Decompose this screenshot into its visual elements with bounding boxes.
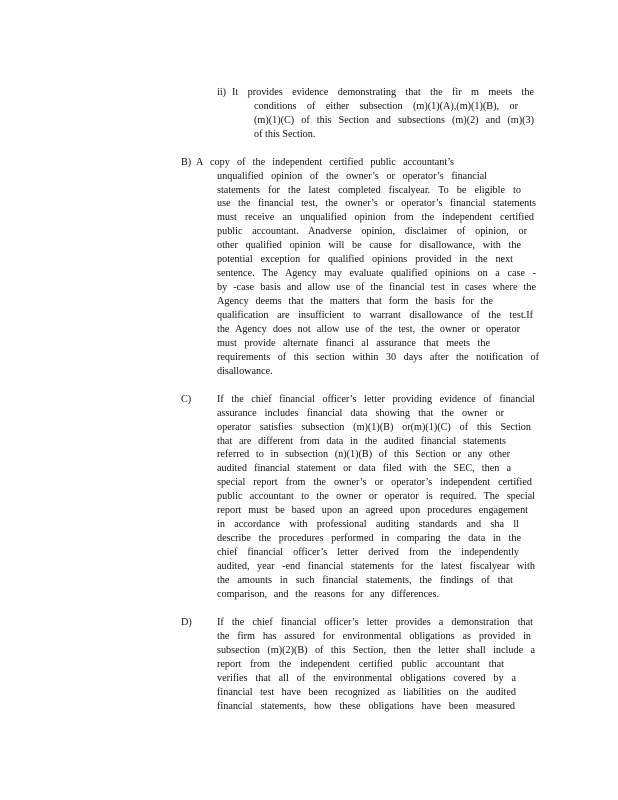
item-c-line-2: assurance includes financial data showing that the owner or (217, 408, 504, 419)
item-ii-line-4: of this Section. (254, 129, 316, 140)
item-b-line-8: potential exception for qualified opinions provided in the next (217, 254, 513, 265)
item-c-line-8: public accountant to the owner or operator is required. The special (217, 491, 535, 502)
item-c-line-15: comparison, and the reasons for any differences. (217, 589, 439, 600)
item-b-line-16: disallowance. (217, 366, 273, 377)
item-b-line-1: A copy of the independent certified public accountant’s (196, 157, 454, 168)
item-b-label: B) (181, 157, 192, 168)
item-b-line-4: use the financial test, the owner’s or operator’s financial statements (217, 198, 536, 209)
item-c-line-12: chief financial officer’s letter derived from the independently (217, 547, 519, 558)
item-b-line-13: the Agency does not allow use of the test, the owner or operator (217, 324, 520, 335)
item-d-line-4: report from the independent certified public accountant that (217, 659, 504, 670)
item-c-line-9: report must be based upon an agreed upon procedures engagement (217, 505, 528, 516)
item-b-line-10: by -case basis and allow use of the financial test in cases where the (217, 282, 536, 293)
item-b-line-15: requirements of this section within 30 days after the notification of (217, 352, 539, 363)
item-b-line-11: Agency deems that the matters that form the basis for the (217, 296, 493, 307)
item-d-line-2: the firm has assured for environmental obligations as provided in (217, 631, 531, 642)
item-c-line-7: special report from the owner’s or operator’s independent certified (217, 477, 532, 488)
item-ii-line-3: (m)(1)(C) of this Section and subsections (m)(2) and (m)(3) (254, 115, 534, 126)
item-c-line-10: in accordance with professional auditing standards and sha ll (217, 519, 519, 530)
item-d-line-1: If the chief financial officer’s letter provides a demonstration that (217, 617, 533, 628)
item-b-line-12: qualification are insufficient to warrant disallowance of the test.If (217, 310, 533, 321)
item-d-line-7: financial statements, how these obligations have been measured (217, 701, 515, 712)
item-b-line-9: sentence. The Agency may evaluate qualified opinions on a case - (217, 268, 536, 279)
item-c-label: C) (181, 394, 192, 405)
item-c-line-3: operator satisfies subsection (m)(1)(B) or(m)(1)(C) of this Section (217, 422, 531, 433)
item-ii-line-1: It provides evidence demonstrating that the fir m meets the (232, 87, 534, 98)
item-d-line-3: subsection (m)(2)(B) of this Section, then the letter shall include a (217, 645, 535, 656)
item-b-line-14: must provide alternate financi al assurance that meets the (217, 338, 490, 349)
item-b-line-7: other qualified opinion will be cause for disallowance, with the (217, 240, 521, 251)
item-c-line-13: audited, year -end financial statements for the latest fiscalyear with (217, 561, 535, 572)
item-ii-label: ii) (217, 87, 227, 98)
item-c-line-5: referred to in subsection (n)(1)(B) of this Section or any other (217, 449, 510, 460)
item-c-line-1: If the chief financial officer’s letter providing evidence of financial (217, 394, 535, 405)
item-c-line-6: audited financial statement or data filed with the SEC, then a (217, 463, 511, 474)
item-c-line-4: that are different from data in the audited financial statements (217, 436, 506, 447)
item-c-line-11: describe the procedures performed in comparing the data in the (217, 533, 521, 544)
item-c-line-14: the amounts in such financial statements, the findings of that (217, 575, 513, 586)
item-d-label: D) (181, 617, 192, 628)
item-b-line-5: must receive an unqualified opinion from the independent certified (217, 212, 534, 223)
item-d-line-6: financial test have been recognized as liabilities on the audited (217, 687, 516, 698)
item-b-line-2: unqualified opinion of the owner’s or operator’s financial (217, 171, 487, 182)
item-d-line-5: verifies that all of the environmental obligations covered by a (217, 673, 516, 684)
item-b-line-3: statements for the latest completed fiscalyear. To be eligible to (217, 185, 521, 196)
item-ii-line-2: conditions of either subsection (m)(1)(A),(m)(1)(B), or (254, 101, 518, 112)
item-b-line-6: public accountant. Anadverse opinion, disclaimer of opinion, or (217, 226, 527, 237)
